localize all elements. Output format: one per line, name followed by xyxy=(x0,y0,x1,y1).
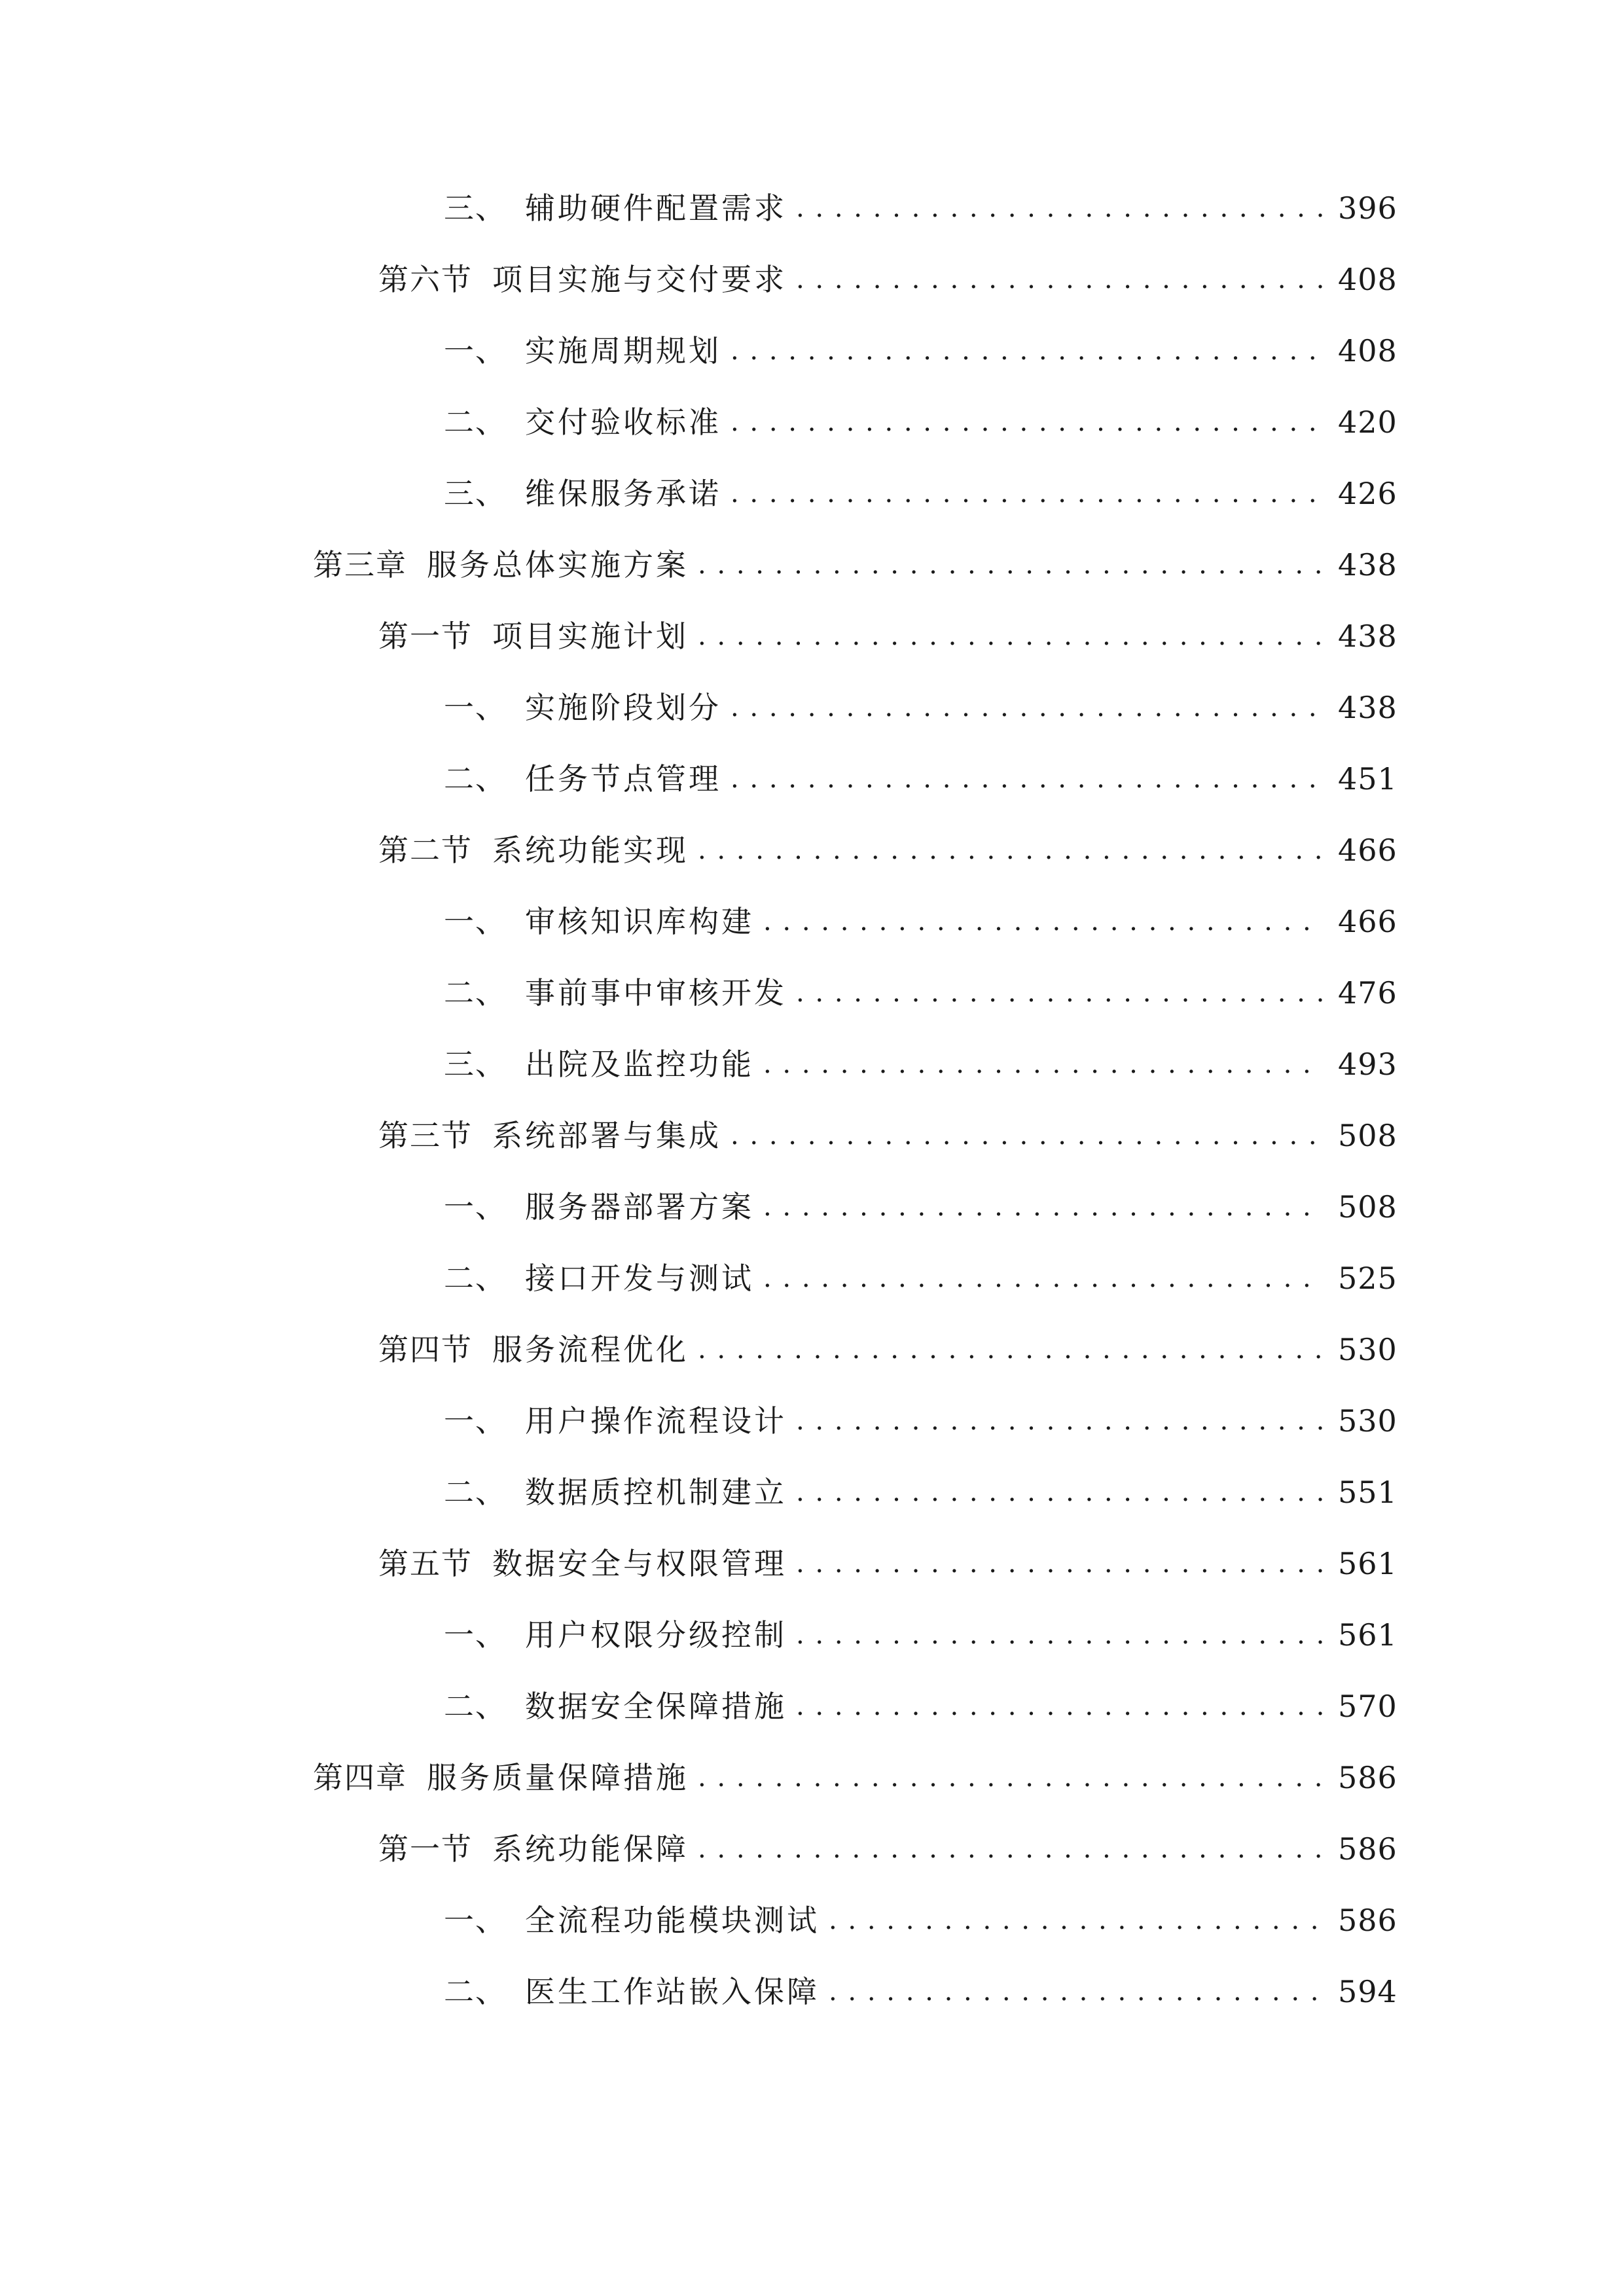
dot-leader xyxy=(796,253,1324,306)
toc-entry-title: 服务器部署方案 xyxy=(525,1189,754,1225)
toc-entry-title: 数据安全与权限管理 xyxy=(492,1546,787,1581)
toc-entry-page: 561 xyxy=(1338,1546,1398,1581)
toc-entry[interactable] xyxy=(444,1466,1398,1518)
toc-entry-page: 466 xyxy=(1338,833,1398,868)
toc-entry[interactable] xyxy=(444,1038,1398,1090)
dot-leader xyxy=(763,895,1324,948)
toc-entry-title: 实施阶段划分 xyxy=(525,690,721,725)
toc-entry[interactable] xyxy=(444,1181,1398,1233)
toc-entry-title: 用户权限分级控制 xyxy=(525,1617,787,1653)
toc-entry-number: 第三节 xyxy=(378,1118,473,1153)
dot-leader xyxy=(796,1395,1324,1447)
toc-entry-page: 508 xyxy=(1338,1118,1398,1153)
toc-entry-page: 586 xyxy=(1338,1903,1398,1938)
toc-entry[interactable] xyxy=(444,967,1398,1019)
toc-entry-number: 一、 xyxy=(444,690,507,725)
toc-entry[interactable] xyxy=(444,1965,1398,2018)
dot-leader xyxy=(731,467,1324,520)
toc-entry-title: 维保服务承诺 xyxy=(525,476,721,511)
toc-entry-page: 508 xyxy=(1338,1189,1398,1225)
toc-entry-number: 一、 xyxy=(444,1189,507,1225)
dot-leader xyxy=(731,753,1324,805)
toc-entry[interactable] xyxy=(444,396,1398,448)
toc-entry-title: 实施周期规划 xyxy=(525,333,721,368)
toc-entry-number: 一、 xyxy=(444,333,507,368)
toc-entry-page: 476 xyxy=(1338,975,1398,1011)
toc-entry-page: 530 xyxy=(1338,1332,1398,1367)
toc-entry-number: 一、 xyxy=(444,1617,507,1653)
dot-leader xyxy=(698,610,1324,662)
toc-entry-title: 服务流程优化 xyxy=(492,1332,689,1367)
toc-entry-title: 系统功能保障 xyxy=(492,1831,689,1867)
dot-leader xyxy=(796,967,1324,1019)
toc-entry-title: 服务质量保障措施 xyxy=(427,1760,689,1795)
toc-entry[interactable] xyxy=(444,1252,1398,1304)
toc-entry-page: 525 xyxy=(1338,1261,1398,1296)
toc-entry[interactable] xyxy=(444,753,1398,805)
toc-entry[interactable] xyxy=(444,1680,1398,1732)
toc-entry-number: 第四章 xyxy=(313,1760,407,1795)
toc-entry-title: 用户操作流程设计 xyxy=(525,1403,787,1439)
toc-entry-number: 三、 xyxy=(444,1047,507,1082)
toc-entry[interactable] xyxy=(444,681,1398,734)
toc-entry-number: 第三章 xyxy=(313,547,407,583)
toc-entry-page: 530 xyxy=(1338,1403,1398,1439)
dot-leader xyxy=(698,1751,1324,1804)
toc-entry-number: 第二节 xyxy=(378,833,473,868)
dot-leader xyxy=(698,824,1324,876)
dot-leader xyxy=(829,1965,1324,2018)
toc-entry-number: 二、 xyxy=(444,975,507,1011)
toc-entry-number: 第一节 xyxy=(378,619,473,654)
toc-entry-title: 数据质控机制建立 xyxy=(525,1475,787,1510)
toc-entry-number: 一、 xyxy=(444,904,507,939)
toc-entry-number: 三、 xyxy=(444,476,507,511)
toc-entry-number: 第五节 xyxy=(378,1546,473,1581)
toc-entry-title: 医生工作站嵌入保障 xyxy=(525,1974,820,2009)
toc-entry[interactable] xyxy=(444,325,1398,377)
toc-entry-number: 一、 xyxy=(444,1903,507,1938)
dot-leader xyxy=(796,1680,1324,1732)
dot-leader xyxy=(763,1252,1324,1304)
toc-entry-number: 二、 xyxy=(444,1261,507,1296)
toc-entry-page: 420 xyxy=(1338,404,1398,440)
toc-entry-title: 全流程功能模块测试 xyxy=(525,1903,820,1938)
toc-entry[interactable] xyxy=(313,1751,1398,1804)
toc-entry-page: 426 xyxy=(1338,476,1398,511)
toc-entry-page: 493 xyxy=(1338,1047,1398,1082)
toc-entry-page: 586 xyxy=(1338,1831,1398,1867)
toc-entry[interactable] xyxy=(444,895,1398,948)
toc-entry-title: 辅助硬件配置需求 xyxy=(525,190,787,226)
toc-entry-page: 396 xyxy=(1338,190,1398,226)
toc-entry[interactable] xyxy=(378,1823,1398,1875)
toc-entry-page: 586 xyxy=(1338,1760,1398,1795)
toc-entry-page: 561 xyxy=(1338,1617,1398,1653)
toc-entry[interactable] xyxy=(444,182,1398,234)
toc-entry[interactable] xyxy=(378,1537,1398,1590)
dot-leader xyxy=(698,1323,1324,1376)
toc-entry[interactable] xyxy=(444,1894,1398,1946)
dot-leader xyxy=(731,325,1324,377)
toc-entry-title: 服务总体实施方案 xyxy=(427,547,689,583)
toc-entry-number: 一、 xyxy=(444,1403,507,1439)
dot-leader xyxy=(829,1894,1324,1946)
toc-entry-page: 594 xyxy=(1338,1974,1398,2009)
dot-leader xyxy=(731,396,1324,448)
toc-entry-number: 二、 xyxy=(444,1475,507,1510)
dot-leader xyxy=(731,681,1324,734)
dot-leader xyxy=(763,1181,1324,1233)
toc-entry-number: 第一节 xyxy=(378,1831,473,1867)
toc-entry-title: 交付验收标准 xyxy=(525,404,721,440)
toc-entry-page: 466 xyxy=(1338,904,1398,939)
toc-entry-page: 438 xyxy=(1338,619,1398,654)
dot-leader xyxy=(796,182,1324,234)
toc-entry[interactable] xyxy=(313,539,1398,591)
toc-entry[interactable] xyxy=(378,253,1398,306)
toc-entry-number: 二、 xyxy=(444,761,507,797)
toc-entry[interactable] xyxy=(444,1395,1398,1447)
dot-leader xyxy=(698,539,1324,591)
dot-leader xyxy=(796,1466,1324,1518)
toc-entry-page: 438 xyxy=(1338,690,1398,725)
toc-entry-title: 数据安全保障措施 xyxy=(525,1689,787,1724)
toc-entry-title: 任务节点管理 xyxy=(525,761,721,797)
toc-entry-number: 二、 xyxy=(444,1689,507,1724)
dot-leader xyxy=(763,1038,1324,1090)
toc-entry[interactable] xyxy=(378,1109,1398,1162)
dot-leader xyxy=(731,1109,1324,1162)
toc-entry-number: 第六节 xyxy=(378,262,473,297)
toc-entry-page: 551 xyxy=(1338,1475,1398,1510)
toc-entry-title: 系统部署与集成 xyxy=(492,1118,721,1153)
toc-entry-page: 408 xyxy=(1338,333,1398,368)
toc-entry-number: 三、 xyxy=(444,190,507,226)
toc-entry-title: 出院及监控功能 xyxy=(525,1047,754,1082)
toc-entry-number: 二、 xyxy=(444,404,507,440)
dot-leader xyxy=(796,1537,1324,1590)
toc-entry[interactable] xyxy=(378,824,1398,876)
toc-entry-page: 451 xyxy=(1338,761,1398,797)
toc-entry-number: 二、 xyxy=(444,1974,507,2009)
toc-entry-title: 接口开发与测试 xyxy=(525,1261,754,1296)
toc-entry-title: 审核知识库构建 xyxy=(525,904,754,939)
toc-entry[interactable] xyxy=(378,610,1398,662)
toc-entry-title: 项目实施与交付要求 xyxy=(492,262,787,297)
toc-entry[interactable] xyxy=(378,1323,1398,1376)
toc-entry[interactable] xyxy=(444,467,1398,520)
toc-entry-title: 事前事中审核开发 xyxy=(525,975,787,1011)
toc-entry[interactable] xyxy=(444,1609,1398,1661)
toc-entry-page: 408 xyxy=(1338,262,1398,297)
toc-entry-number: 第四节 xyxy=(378,1332,473,1367)
toc-entry-page: 438 xyxy=(1338,547,1398,583)
dot-leader xyxy=(796,1609,1324,1661)
toc-entry-title: 系统功能实现 xyxy=(492,833,689,868)
toc-entry-title: 项目实施计划 xyxy=(492,619,689,654)
dot-leader xyxy=(698,1823,1324,1875)
toc-entry-page: 570 xyxy=(1338,1689,1398,1724)
